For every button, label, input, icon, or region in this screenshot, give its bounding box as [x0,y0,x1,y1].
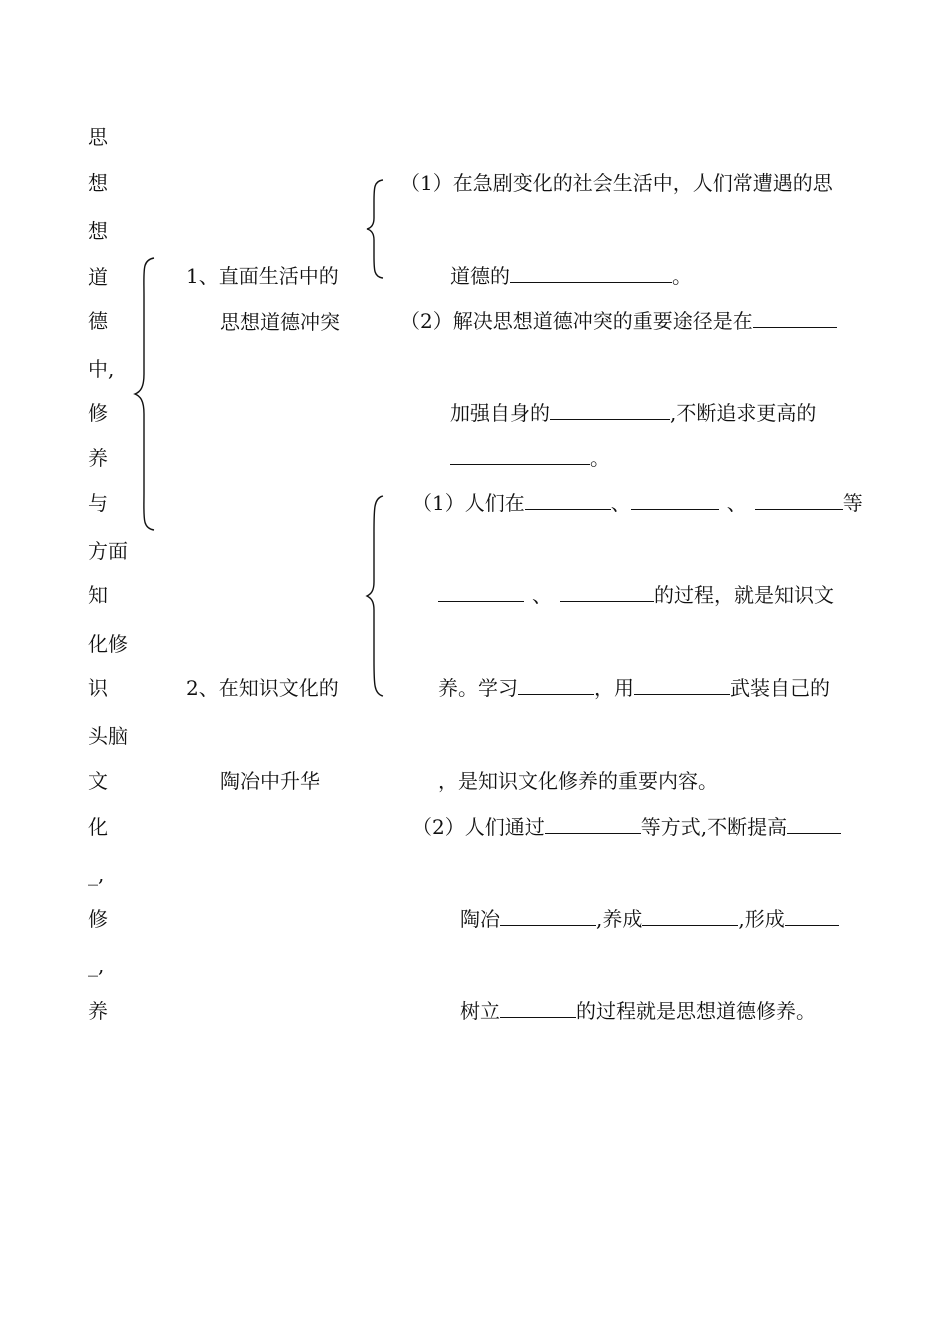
t2-item2-line1 [412,815,841,839]
left-char: 化 [88,815,108,839]
text: ,养成 [596,907,643,931]
left-char: 养 [88,999,108,1023]
left-char: 修 [88,907,108,931]
t1-item1-line2 [450,264,692,288]
left-char: 化修 [88,632,128,656]
text: 树立 [460,999,500,1023]
blank[interactable] [560,583,654,602]
t2-item1-line1 [412,491,863,515]
left-char: 头脑 [88,724,128,748]
blank[interactable] [634,676,730,695]
text: 、 [726,491,747,515]
blank[interactable] [525,491,611,510]
blank[interactable] [755,491,843,510]
text: 加强自身的 [450,401,550,425]
text: 、 [532,583,552,607]
text: 道德的 [450,264,510,288]
blank[interactable] [753,309,837,328]
blank[interactable] [550,401,670,420]
blank[interactable] [438,583,524,602]
topic2-line1: 2、在知识文化的 [186,676,339,700]
topic1-line2: 思想道德冲突 [220,310,340,334]
blank[interactable] [518,676,594,695]
blank[interactable] [450,446,590,465]
t2-item2-line3 [460,999,816,1023]
left-char: 与 [88,491,108,515]
text: ，用 [594,676,634,700]
t2-item1-line4: ，是知识文化修养的重要内容。 [438,769,718,793]
blank[interactable] [631,491,719,510]
left-char: 德 [88,309,108,333]
left-char: 养 [88,446,108,470]
topic2-brace [364,494,386,698]
blank[interactable] [785,907,839,926]
text: ,形成 [738,907,785,931]
left-char: 道 [88,265,108,289]
topic1-line1: 1、直面生活中的 [186,264,339,288]
t2-item1-line2 [438,583,834,607]
text: 。 [590,446,610,470]
left-char: 思 [88,125,108,149]
text: 陶冶 [460,907,500,931]
t1-item2-line2 [450,401,816,425]
left-char: 文 [88,769,108,793]
text: 等方式,不断提高 [640,815,788,839]
t1-item2-line1 [400,309,837,333]
left-char: _, [88,862,105,886]
text: 。 [672,264,692,288]
topic1-brace [364,178,386,280]
blank[interactable] [642,907,738,926]
blank[interactable] [545,815,641,834]
blank[interactable] [510,264,672,283]
left-char: 想 [88,219,108,243]
left-char: _, [88,953,105,977]
text: （1）人们在 [412,491,525,515]
left-char: 识 [88,676,108,700]
t2-item1-line3 [438,676,830,700]
text: （2）解决思想道德冲突的重要途径是在 [400,309,753,333]
t1-item2-line3 [450,446,610,470]
text: 武装自己的 [730,676,830,700]
blank[interactable] [787,815,841,834]
left-char: 方面 [88,539,128,563]
t1-item1-line1: （1）在急剧变化的社会生活中，人们常遭遇的思 [400,171,833,195]
main-brace [132,256,158,532]
blank[interactable] [500,907,596,926]
left-char: 修 [88,401,108,425]
text: （2）人们通过 [412,815,545,839]
text: ,不断追求更高的 [670,401,817,425]
text: 等 [842,491,863,515]
t2-item2-line2 [460,907,839,931]
left-char: 想 [88,171,108,195]
text: 养。学习 [438,676,518,700]
text: 、 [610,491,631,515]
text: 的过程就是思想道德修养。 [576,999,816,1023]
left-char: 知 [88,583,108,607]
left-char: 中, [88,357,115,381]
text: 的过程，就是知识文 [654,583,834,607]
blank[interactable] [500,999,576,1018]
topic2-line2: 陶冶中升华 [220,769,320,793]
